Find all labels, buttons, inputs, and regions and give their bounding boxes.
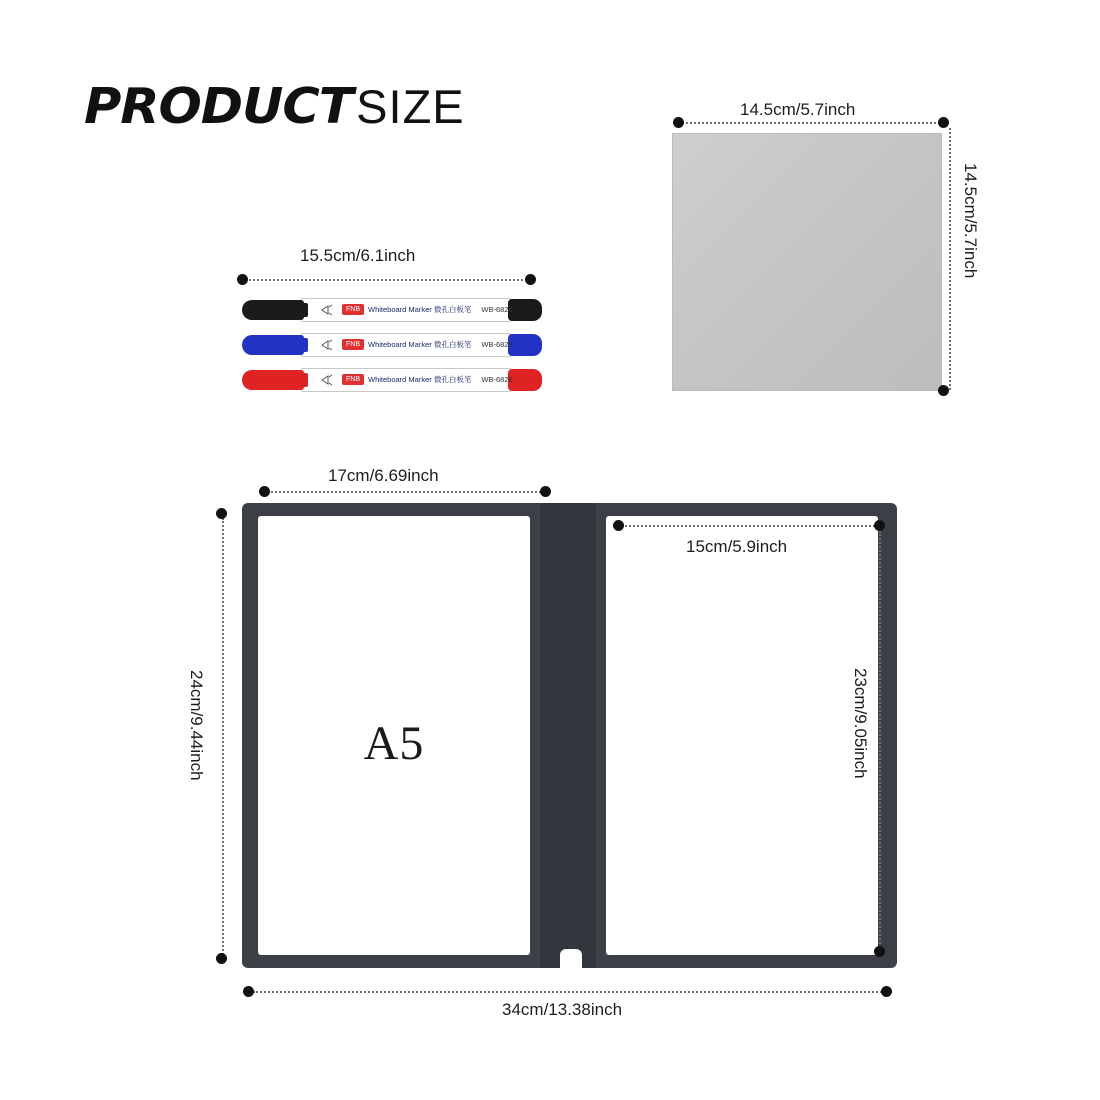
marker-label-main: Whiteboard Marker 微孔白板笔: [368, 340, 472, 349]
markers-guide-node-right: [525, 274, 536, 285]
markers-width-label: 15.5cm/6.1inch: [300, 246, 416, 265]
marker-label-code: WB-6826: [481, 305, 513, 314]
inner-width-node-left: [613, 520, 624, 531]
marker-cap-end: [508, 299, 542, 321]
markers-group: [230, 246, 560, 408]
cloth-guide-node-topleft: [673, 117, 684, 128]
cloth-guide-node-topright: [938, 117, 949, 128]
marker-brand-text: FNB: [346, 376, 360, 383]
folder-inner-height-guide: [879, 531, 881, 951]
marker-brand-text: FNB: [346, 306, 360, 313]
marker-label-main: Whiteboard Marker 微孔白板笔: [368, 375, 472, 384]
marker-red: [242, 368, 542, 392]
marker-tip: [242, 300, 304, 320]
marker-label-code: WB-6826: [481, 375, 513, 384]
whiteboard-folder: [242, 503, 897, 968]
folder-inner-width-label: 15cm/5.9inch: [686, 537, 788, 556]
folder-inner-width-guide: [618, 525, 879, 527]
cloth-height-label: 14.5cm/5.7inch: [961, 163, 980, 279]
page-title: [84, 78, 465, 135]
markers-width-guide: [242, 279, 530, 281]
marker-blue: [242, 333, 542, 357]
total-height-node-top: [216, 508, 227, 519]
marker-brand-badge: [342, 304, 364, 315]
marker-cap-end: [508, 369, 542, 391]
cover-width-node-left: [259, 486, 270, 497]
title-size-word: SIZE: [356, 80, 465, 133]
folder-total-width-guide: [253, 991, 885, 993]
cloth-guide-node-bottomright: [938, 385, 949, 396]
marker-tip: [242, 335, 304, 355]
marker-brand-badge: [342, 374, 364, 385]
a5-page-label: A5: [363, 717, 425, 770]
nib-icon: [320, 338, 334, 352]
nib-icon: [320, 373, 334, 387]
marker-brand-badge: [342, 339, 364, 350]
cover-width-node-right: [540, 486, 551, 497]
marker-tip: [242, 370, 304, 390]
cloth-width-guide: [678, 122, 944, 124]
total-height-node-bottom: [216, 953, 227, 964]
folder-total-height-label: 24cm/9.44inch: [187, 670, 206, 781]
inner-width-node-right: [874, 520, 885, 531]
folder-total-width-label: 34cm/13.38inch: [502, 1000, 623, 1019]
microfiber-cloth: [672, 133, 942, 391]
markers-guide-node-left: [237, 274, 248, 285]
nib-icon: [320, 303, 334, 317]
marker-label-text: [368, 374, 513, 385]
marker-brand-text: FNB: [346, 341, 360, 348]
inner-height-node-bottom: [874, 946, 885, 957]
marker-label-code: WB-6826: [481, 340, 513, 349]
folder-cover-width-label: 17cm/6.69inch: [328, 466, 439, 485]
marker-cap-end: [508, 334, 542, 356]
folder-spine: [540, 503, 596, 968]
folder-cover-width-guide: [264, 491, 545, 493]
total-width-node-left: [243, 986, 254, 997]
marker-black: [242, 298, 542, 322]
title-product-word: PRODUCT: [84, 78, 353, 135]
folder-inner-height-label: 23cm/9.05inch: [851, 668, 870, 779]
folder-page-left: [258, 516, 530, 955]
marker-label-main: Whiteboard Marker 微孔白板笔: [368, 305, 472, 314]
cloth-width-label: 14.5cm/5.7inch: [740, 100, 856, 119]
folder-total-height-guide: [222, 518, 224, 958]
cloth-height-guide: [949, 128, 951, 390]
marker-label-text: [368, 339, 513, 350]
folder-spine-notch: [560, 949, 582, 969]
folder-page-right: [606, 516, 878, 955]
marker-label-text: [368, 304, 513, 315]
total-width-node-right: [881, 986, 892, 997]
